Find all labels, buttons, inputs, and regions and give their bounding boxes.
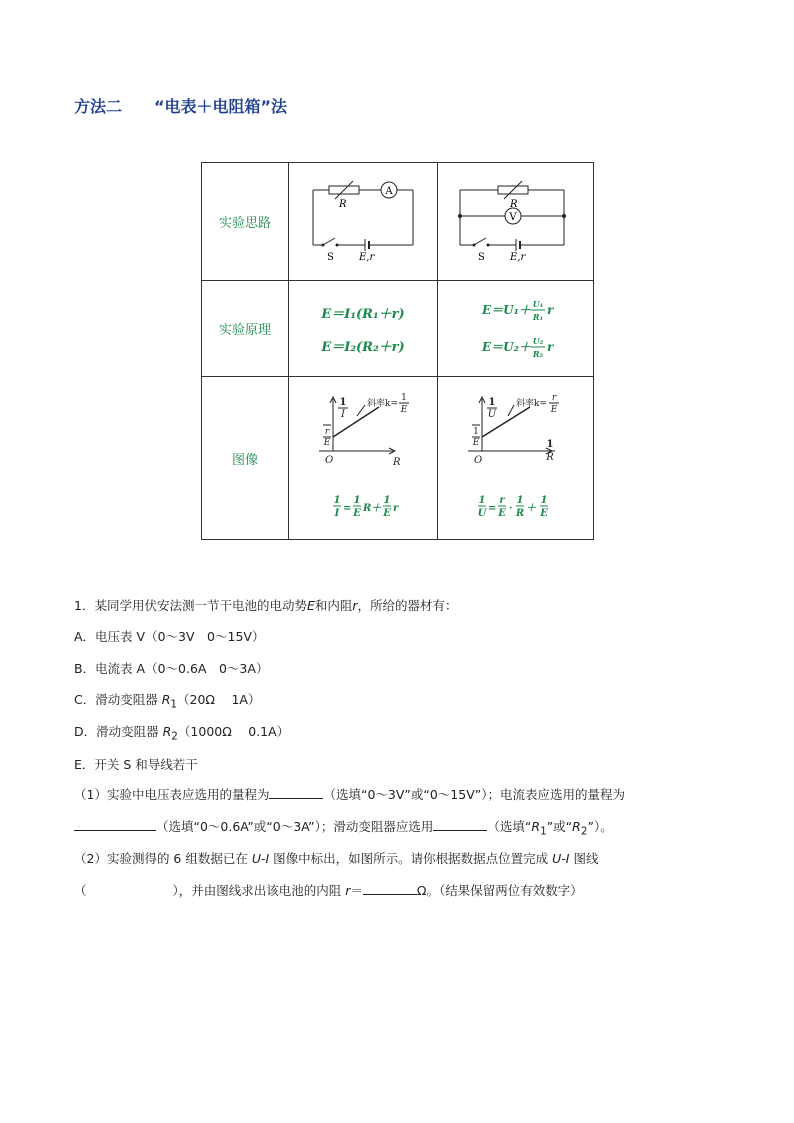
formula-equals: = — [343, 503, 352, 514]
x-axis-numerator: 1 — [546, 439, 554, 450]
rheostat-blank[interactable] — [433, 818, 487, 831]
formula-term-a-denominator: I — [334, 508, 340, 519]
origin-label: O — [325, 455, 334, 466]
part-text: 图像中标出，如图所示。请你根据数据点位置完成 — [269, 851, 553, 866]
row-label-graph: 图像 — [202, 377, 289, 540]
formula-equals: = — [488, 503, 497, 514]
voltmeter-principle-cell — [438, 281, 594, 377]
part-text: （选填“ — [487, 819, 532, 834]
part-1-line-1 — [74, 786, 625, 804]
principle-equation-2-tail: r — [547, 340, 554, 354]
formula-term-c-tail: r — [393, 503, 399, 514]
origin-label: O — [474, 455, 483, 466]
y-axis-denominator: U — [487, 409, 497, 420]
formula-dot: · — [509, 503, 513, 514]
ammeter-circuit-cell — [289, 163, 438, 281]
row-label-idea: 实验思路 — [202, 163, 289, 281]
ammeter-symbol: A — [385, 186, 393, 197]
ammeter-circuit-diagram — [289, 163, 438, 276]
part-text: （ — [74, 883, 87, 898]
graph-symbol: U-I — [552, 851, 570, 866]
y-axis-numerator: 1 — [339, 397, 347, 408]
intercept-denominator: E — [323, 438, 331, 448]
option-e: E．开关 S 和导线若干 — [74, 757, 198, 772]
row-label-principle: 实验原理 — [202, 281, 289, 377]
slope-label: 斜率k= — [367, 399, 398, 409]
formula-term-b-denominator: E — [498, 508, 506, 519]
voltmeter-circuit-diagram — [438, 163, 594, 276]
formula-term-b-tail: R＋ — [363, 503, 382, 514]
option-text: （20Ω 1A） — [177, 692, 261, 707]
stem-text: 1．某同学用伏安法测一节干电池的电动势 — [74, 598, 307, 613]
slope-denominator: E — [550, 405, 558, 415]
part-text: 图线 — [569, 851, 599, 866]
resistance-symbol: r — [352, 598, 358, 613]
principle-equation-1-numerator: U₁ — [532, 299, 544, 309]
formula-term-d-denominator: E — [540, 508, 548, 519]
formula-term-b-numerator: r — [499, 495, 505, 506]
emf-symbol: E — [306, 598, 315, 613]
option-d — [74, 723, 289, 746]
resistance-symbol: r — [345, 883, 351, 898]
formula-plus: ＋ — [526, 503, 536, 514]
voltmeter-principle-equations — [438, 281, 594, 372]
voltmeter-range-blank[interactable] — [269, 786, 323, 799]
slope-numerator: 1 — [401, 393, 407, 403]
y-axis-numerator: 1 — [488, 397, 496, 408]
formula-term-a-denominator: U — [477, 508, 487, 519]
table-row — [202, 281, 594, 377]
ammeter-graph-cell — [289, 377, 438, 540]
part-text: ），并由图线求出该电池的内阻 — [172, 883, 346, 898]
principle-equation-2-numerator: U₂ — [532, 336, 544, 346]
slope-denominator: E — [400, 405, 408, 415]
x-axis-denominator: R — [546, 452, 554, 463]
part-text: ”）。 — [587, 819, 613, 834]
table-row — [202, 163, 594, 281]
formula-term-c-numerator: 1 — [516, 495, 524, 506]
principle-equation-1-tail: r — [547, 303, 554, 317]
intercept-numerator: 1 — [473, 427, 479, 437]
inverse-current-graph — [289, 377, 438, 535]
part-text: ＝ — [350, 883, 363, 898]
ammeter-range-blank[interactable] — [74, 818, 156, 831]
switch-label: S — [478, 252, 485, 263]
option-text: D．滑动变阻器 — [74, 724, 163, 739]
voltmeter-symbol: V — [509, 212, 517, 223]
option-text: （1000Ω 0.1A） — [177, 724, 290, 739]
internal-resistance-blank[interactable] — [363, 882, 417, 895]
question-stem — [74, 597, 458, 615]
part-text: （选填“0～3V”或“0～15V”）；电流表应选用的量程为 — [323, 787, 625, 802]
subscript: 2 — [171, 730, 178, 743]
part-text: ”或“ — [546, 819, 573, 834]
x-axis-label: R — [393, 457, 401, 468]
graph-symbol: U-I — [251, 851, 270, 866]
principle-equation-2: E＝I₂(R₂＋r) — [321, 339, 405, 355]
part-1-line-2 — [74, 818, 613, 841]
battery-label: E,r — [510, 252, 526, 263]
switch-label: S — [327, 252, 334, 263]
method-table — [201, 162, 594, 540]
voltmeter-circuit-cell — [438, 163, 594, 281]
formula-term-c-denominator: E — [383, 508, 391, 519]
resistor-symbol: R — [162, 724, 172, 739]
part-2-line-1 — [74, 850, 598, 868]
part-text: Ω。（结果保留两位有效数字） — [416, 883, 583, 898]
formula-term-a-numerator: 1 — [478, 495, 486, 506]
formula-term-c-denominator: R — [515, 508, 525, 519]
option-c — [74, 691, 260, 714]
subscript: 2 — [580, 825, 588, 838]
option-a: A．电压表 V（0～3V 0～15V） — [74, 629, 265, 644]
table-row — [202, 377, 594, 540]
stem-text: 和内阻 — [314, 598, 353, 613]
slope-label: 斜率k= — [516, 399, 547, 409]
formula-term-c-numerator: 1 — [383, 495, 391, 506]
voltmeter-graph-cell — [438, 377, 594, 540]
part-2-line-2 — [74, 882, 583, 900]
part-text: （选填“0～0.6A”或“0～3A”）；滑动变阻器应选用 — [156, 819, 434, 834]
resistor-label: R — [510, 199, 518, 210]
principle-equation-1-denominator: R₁ — [532, 312, 544, 322]
resistor-symbol: R — [161, 692, 171, 707]
subscript: 1 — [170, 698, 178, 711]
formula-term-a-numerator: 1 — [333, 495, 341, 506]
option-text: C．滑动变阻器 — [74, 692, 162, 707]
ammeter-principle-cell — [289, 281, 438, 377]
resistor-symbol: R — [572, 819, 581, 834]
part-text: （2）实验测得的 6 组数据已在 — [74, 851, 252, 866]
principle-equation-1: E＝I₁(R₁＋r) — [321, 306, 405, 322]
principle-equation-2-left: E＝U₂＋ — [482, 340, 531, 354]
principle-equation-1-left: E＝U₁＋ — [482, 303, 531, 317]
formula-term-d-numerator: 1 — [540, 495, 548, 506]
battery-label: E,r — [359, 252, 375, 263]
resistor-label: R — [339, 199, 347, 210]
y-axis-denominator: I — [341, 409, 345, 420]
resistor-symbol: R — [531, 819, 541, 834]
slope-numerator: r — [551, 393, 557, 403]
principle-equation-2-denominator: R₂ — [532, 349, 544, 359]
intercept-numerator: r — [324, 427, 330, 437]
stem-text: ，所给的器材有： — [357, 598, 458, 613]
part-text: （1）实验中电压表应选用的量程为 — [74, 787, 270, 802]
formula-term-b-denominator: E — [353, 508, 361, 519]
inverse-voltage-graph — [438, 377, 594, 535]
subscript: 1 — [540, 825, 547, 838]
option-b: B．电流表 A（0～0.6A 0～3A） — [74, 661, 269, 676]
method-heading: 方法二 “电表＋电阻箱”法 — [74, 97, 288, 116]
formula-term-b-numerator: 1 — [353, 495, 361, 506]
intercept-denominator: E — [472, 438, 480, 448]
